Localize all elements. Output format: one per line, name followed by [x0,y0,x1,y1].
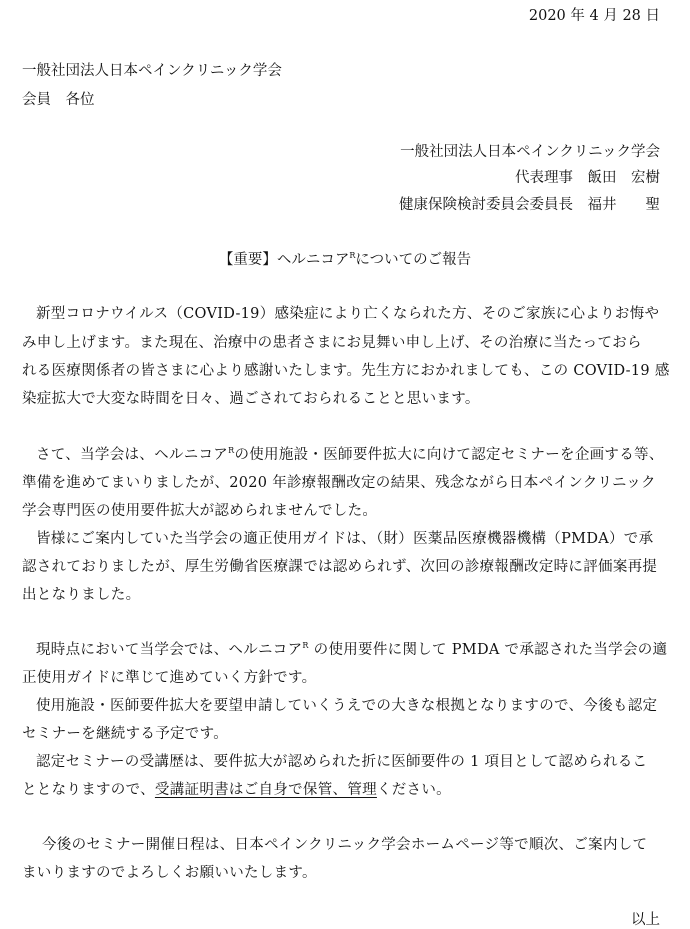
sender-president: 代表理事 飯田 宏樹 [515,170,660,186]
document-title [0,248,690,269]
para2-line: 出となりました。 [22,587,141,603]
para3-text: ととなりますので、 [22,782,155,798]
title-text-before: 【重要】ヘルニコア [218,252,350,268]
registered-mark: R [349,251,356,260]
para2-line: 準備を進めてまいりましたが、2020 年診療報酬改定の結果、残念ながら日本ペインクリニック [22,475,656,491]
para2-text: の使用施設・医師要件拡大に向けて認定セミナーを企画する等、 [234,447,664,463]
para4-line: 今後のセミナー開催日程は、日本ペインクリニック学会ホームページ等で順次、ご案内して [42,837,648,853]
para2-line [22,443,686,464]
registered-mark: R [302,641,309,650]
document-date: 2020 年 4 月 28 日 [528,8,660,24]
para3-text: 現時点において当学会では、ヘルニコア [36,642,303,658]
title-text-after: についてのご報告 [355,252,472,268]
sender-committee-chair: 健康保険検討委員会委員長 福井 聖 [399,197,660,213]
para1-line: 染症拡大で大変な時間を日々、過ごされておられることと思います。 [22,391,480,407]
para3-line: 使用施設・医師要件拡大を要望申請していくうえでの大きな根拠となりますので、今後も認定 [36,698,658,714]
para3-line: 認定セミナーの受講歴は、要件拡大が認められた折に医師要件の 1 項目として認められるこ [36,754,648,770]
certificate-notice: 受講証明書はご自身で保管、管理 [154,782,377,798]
para4-line: まいりますのでよろしくお願いいたします。 [22,865,317,881]
para2-line: 学会専門医の使用要件拡大が認められませんでした。 [22,503,378,519]
para3-text: の使用要件に関して PMDA で承認された当学会の適 [308,642,668,658]
addressee-org: 一般社団法人日本ペインクリニック学会 [22,63,282,79]
para3-line: 正使用ガイドに準じて進めていく方針です。 [22,670,317,686]
addressee-members: 会員 各位 [22,92,95,108]
sender-org: 一般社団法人日本ペインクリニック学会 [400,144,660,160]
para3-line [22,638,686,659]
para1-line: れる医療関係者の皆さまに心より感謝いたします。先生方におかれましても、この COVID-19 感 [22,363,670,379]
para1-line: み申し上げます。また現在、治療中の患者さまにお見舞い申し上げ、その治療に当たっておら [22,335,642,351]
para3-line: セミナーを継続する予定です。 [22,726,229,742]
para2-text: さて、当学会は、ヘルニコア [36,447,229,463]
para3-text: ください。 [376,782,451,798]
registered-mark: R [228,446,235,455]
para3-line [22,778,672,799]
closing-mark: 以上 [631,912,660,928]
para2-line: 皆様にご案内していた当学会の適正使用ガイドは、（財）医薬品医療機器機構（PMDA）で承 [36,531,654,547]
para1-line: 新型コロナウイルス（COVID-19）感染症により亡くなられた方、そのご家族に心よりお悔や [36,306,660,322]
para2-line: 認されておりましたが、厚生労働省医療課では認められず、次回の診療報酬改定時に評価案再提 [22,559,658,575]
